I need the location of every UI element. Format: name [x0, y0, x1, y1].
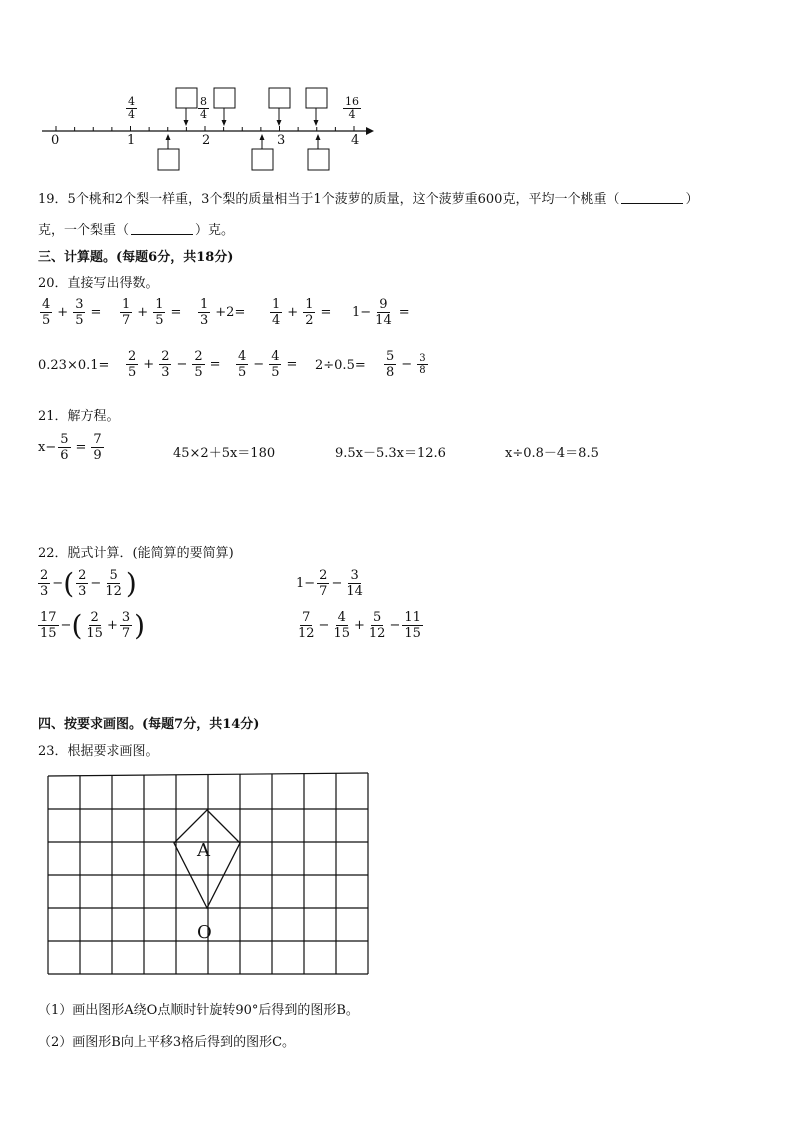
tick-label-0: 0: [51, 133, 60, 148]
arrow-head: [277, 120, 282, 126]
q21-equation-3: 9.5x－5.3x＝12.6: [335, 446, 446, 461]
q20-item-7: $\frac{2}{5}$ + $\frac{2}{3}$ − $\frac{2}{5}$ =: [128, 349, 221, 380]
arrow-head: [260, 134, 265, 140]
q22-expression-1: $\frac{2}{3}$ − ( $\frac{2}{3}$ − $\frac{5}{12}$ ): [40, 566, 137, 600]
q19-text: 19．5个桃和2个梨一样重，3个梨的质量相当于1个菠萝的质量，这个菠萝重600克，平均一个桃重（: [38, 192, 620, 207]
q21-equation-1: x− $\frac{5}{6}$ = $\frac{7}{9}$: [38, 432, 102, 463]
q20-item-5: 1− $\frac{9}{14}$ =: [352, 297, 410, 328]
q21-equation-2: 45×2＋5x＝180: [173, 446, 276, 461]
q20-item-2: $\frac{1}{7}$ + $\frac{1}{5}$ =: [122, 297, 182, 328]
arrow-head: [166, 134, 171, 140]
arrow-head: [184, 120, 189, 126]
label-o: O: [197, 922, 212, 943]
q19-line2-start: 克，一个梨重（: [38, 223, 130, 238]
q20-item-10: $\frac{5}{8}$ − $\frac{3}{8}$: [386, 349, 426, 380]
answer-box-bottom-3[interactable]: [308, 149, 329, 170]
q20-item-1: $\frac{4}{5}$ + $\frac{3}{5}$ =: [42, 297, 102, 328]
arrow-head: [316, 134, 321, 140]
section-4-heading: 四、按要求画图。(每题7分，共14分): [38, 717, 260, 732]
q21-equation-4: x÷0.8－4＝8.5: [505, 446, 599, 461]
answer-box-bottom-1[interactable]: [158, 149, 179, 170]
q23-step-1: （1）画出图形A绕O点顺时针旋转90°后得到的图形B。: [38, 1003, 359, 1018]
answer-box-bottom-2[interactable]: [252, 149, 273, 170]
answer-box-top-3[interactable]: [269, 88, 290, 108]
answer-box-top-4[interactable]: [306, 88, 327, 108]
q20-title: 20．直接写出得数。: [38, 276, 159, 291]
number-line: [0, 80, 794, 175]
q19-peach-blank[interactable]: [621, 191, 683, 204]
tick-label-4: 4: [351, 133, 360, 148]
arrow-head: [314, 120, 319, 126]
q19-line1-end: ）: [685, 192, 699, 207]
q19-pear-blank[interactable]: [131, 222, 193, 235]
top-fraction-8-4: $\frac{8}{4}$: [200, 95, 207, 121]
q22-title: 22．脱式计算．(能简算的要简算): [38, 546, 234, 561]
q22-expression-2: 1− $\frac{2}{7}$ − $\frac{3}{14}$: [296, 568, 363, 599]
q19-line2: [38, 219, 234, 238]
arrow-head: [222, 120, 227, 126]
q20-item-8: $\frac{4}{5}$ − $\frac{4}{5}$ =: [238, 349, 298, 380]
answer-box-top-1[interactable]: [176, 88, 197, 108]
tick-label-3: 3: [277, 133, 286, 148]
top-fraction-16-4: $\frac{16}{4}$: [345, 95, 359, 121]
q20-item-3: $\frac{1}{3}$ +2=: [200, 297, 246, 328]
top-fraction-4-4: $\frac{4}{4}$: [128, 95, 135, 121]
q20-item-6: 0.23×0.1=: [38, 358, 110, 373]
q20-item-9: 2÷0.5=: [315, 358, 366, 373]
q22-expression-3: $\frac{17}{15}$ − ( $\frac{2}{15}$ + $\frac{3}{7}$ ): [40, 608, 146, 642]
q22-expression-4: $\frac{7}{12}$ − $\frac{4}{15}$ + $\frac{5}{12}$ − $\frac{11}{15}$: [298, 610, 421, 641]
q23-step-2: （2）画图形B向上平移3格后得到的图形C。: [38, 1035, 296, 1050]
q21-title: 21．解方程。: [38, 409, 120, 424]
tick-label-1: 1: [127, 133, 136, 148]
section-3-heading: 三、计算题。(每题6分，共18分): [38, 250, 234, 265]
q23-title: 23．根据要求画图。: [38, 744, 159, 759]
q20-item-4: $\frac{1}{4}$ + $\frac{1}{2}$ =: [272, 297, 332, 328]
tick-label-2: 2: [202, 133, 211, 148]
q19-line1: [38, 188, 698, 207]
label-a: A: [197, 840, 210, 861]
drawing-grid[interactable]: [40, 768, 380, 978]
q19-line2-end: ）克。: [195, 223, 235, 238]
answer-box-top-2[interactable]: [214, 88, 235, 108]
